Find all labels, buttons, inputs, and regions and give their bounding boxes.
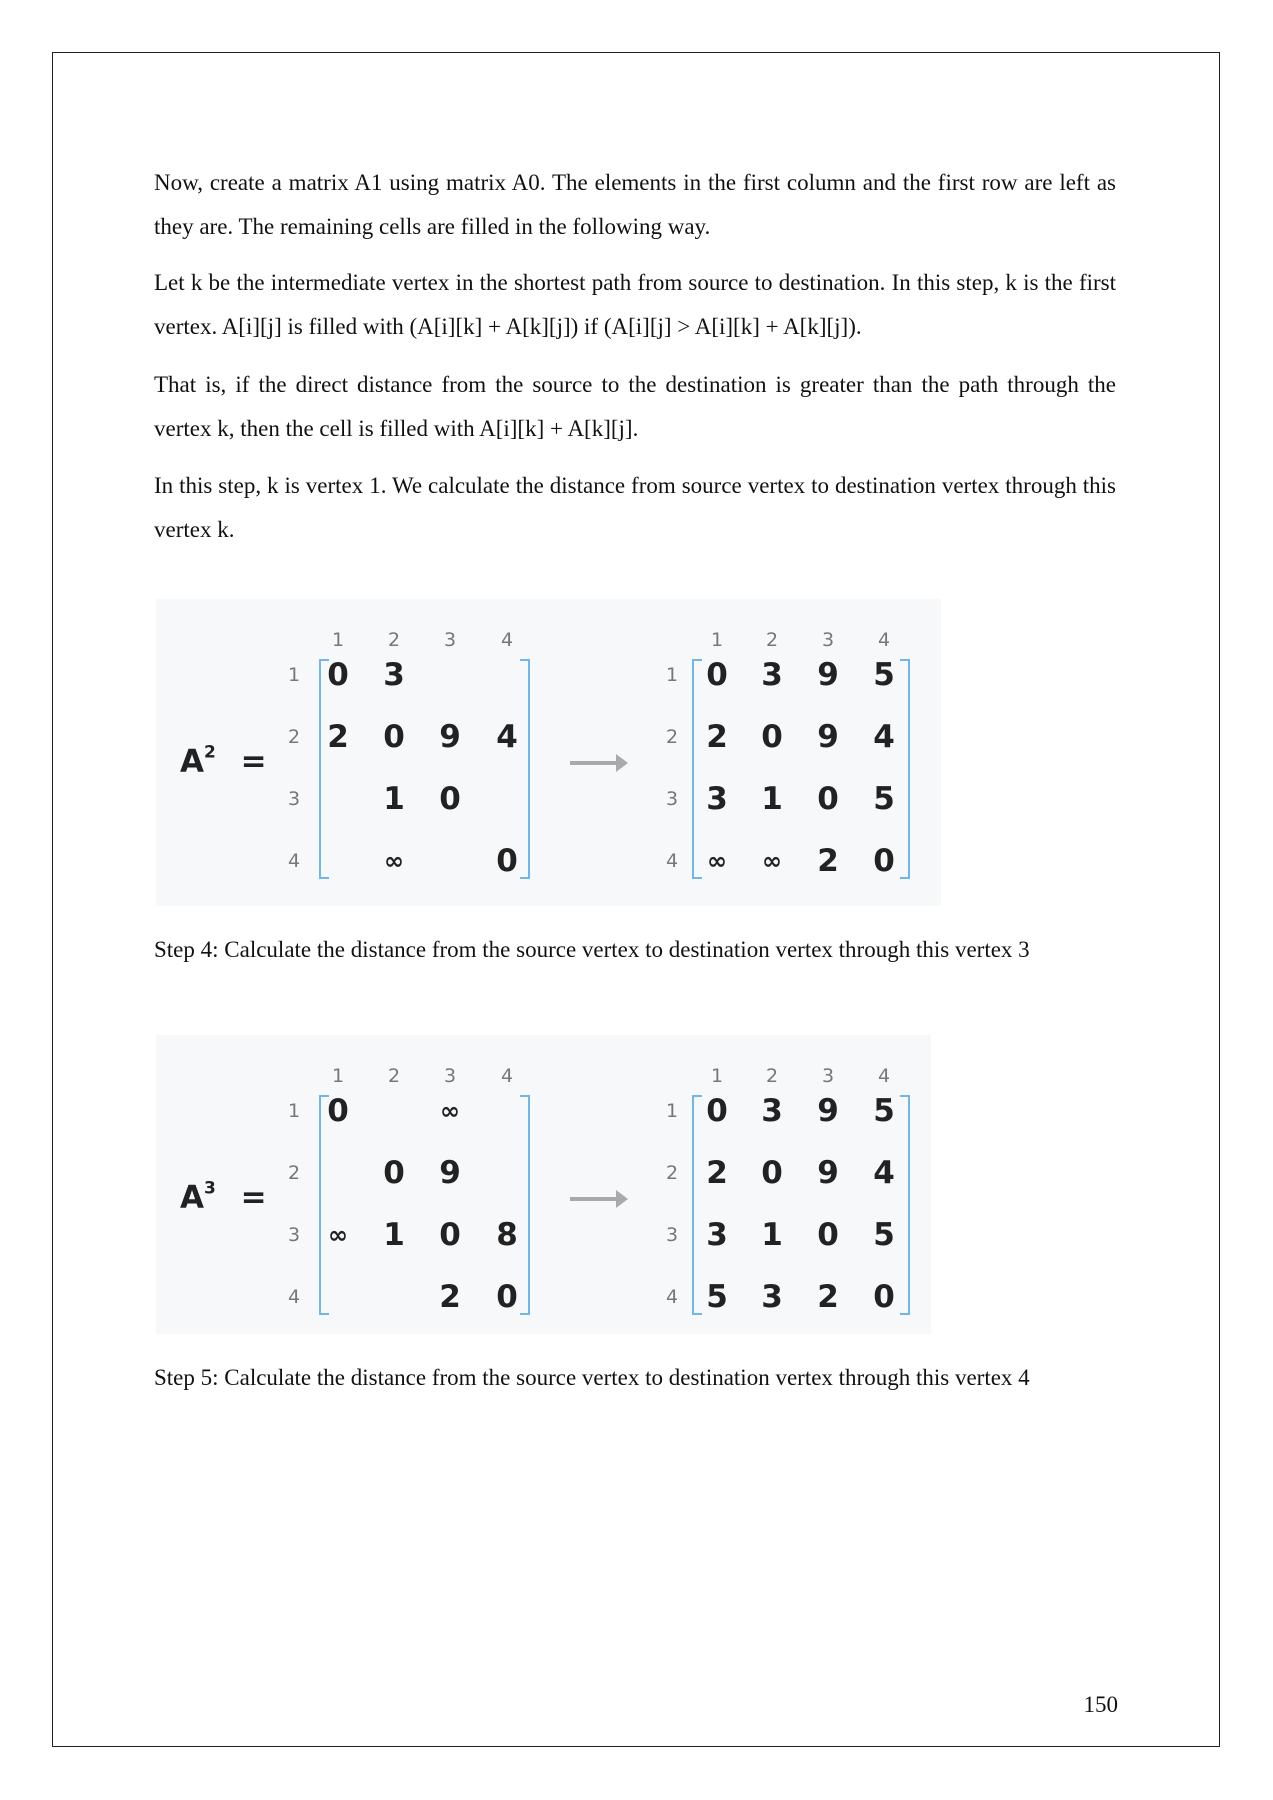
after-matrix-col-header: 2 [765, 629, 779, 651]
after-matrix-cell: 5 [873, 657, 895, 693]
after-matrix-col-header: 3 [821, 1065, 835, 1087]
matrix-power: 3 [204, 1178, 216, 1199]
before-matrix-right-bracket [520, 659, 530, 879]
after-matrix-col-header: 4 [877, 1065, 891, 1087]
before-matrix-col-header: 4 [500, 629, 514, 651]
after-matrix-cell: ∞ [707, 847, 727, 875]
matrix-figure-a2 [156, 599, 941, 906]
after-matrix-cell: 0 [873, 1279, 895, 1315]
after-matrix-cell: 0 [706, 1093, 728, 1129]
before-matrix-col-header: 3 [443, 629, 457, 651]
after-matrix-cell: ∞ [762, 847, 782, 875]
before-matrix-cell: 1 [383, 1217, 405, 1253]
after-matrix-cell: 2 [817, 843, 839, 879]
equals-sign: = [229, 743, 267, 780]
after-matrix-cell: 0 [706, 657, 728, 693]
matrix-name: A [180, 743, 204, 780]
after-matrix-cell: 0 [817, 781, 839, 817]
after-matrix-cell: 3 [761, 1093, 783, 1129]
after-matrix-left-bracket [692, 659, 702, 879]
after-matrix-cell: 3 [706, 1217, 728, 1253]
after-matrix-cell: 9 [817, 1093, 839, 1129]
step-4-text: Step 4: Calculate the distance from the source vertex to destination vertex through this vertex 3 [154, 937, 1030, 962]
before-matrix-cell: 8 [496, 1217, 518, 1253]
before-matrix-row-header: 1 [287, 1100, 301, 1122]
before-matrix-col-header: 1 [331, 629, 345, 651]
after-matrix-cell: 2 [706, 719, 728, 755]
after-matrix-cell: 0 [873, 843, 895, 879]
after-matrix-cell: 5 [873, 781, 895, 817]
before-matrix-col-header: 2 [387, 629, 401, 651]
before-matrix-row-header: 4 [287, 1286, 301, 1308]
step-5-text: Step 5: Calculate the distance from the source vertex to destination vertex through this vertex 4 [154, 1365, 1030, 1390]
page-number: 150 [1083, 1692, 1118, 1717]
after-matrix-right-bracket [900, 1095, 910, 1315]
before-matrix-col-header: 1 [331, 1065, 345, 1087]
before-matrix-row-header: 4 [287, 850, 301, 872]
after-matrix-row-header: 1 [665, 1100, 679, 1122]
arrow-icon [570, 761, 624, 765]
before-matrix-cell: 0 [496, 843, 518, 879]
after-matrix-row-header: 2 [665, 726, 679, 748]
after-matrix-left-bracket [692, 1095, 702, 1315]
before-matrix-cell: 2 [327, 719, 349, 755]
after-matrix-cell: 3 [761, 1279, 783, 1315]
before-matrix-cell: 9 [439, 1155, 461, 1191]
after-matrix-row-header: 4 [665, 850, 679, 872]
after-matrix-cell: 0 [761, 719, 783, 755]
after-matrix-cell: 9 [817, 1155, 839, 1191]
before-matrix-cell: 4 [496, 719, 518, 755]
before-matrix-cell: ∞ [440, 1097, 460, 1125]
before-matrix-cell: ∞ [384, 847, 404, 875]
paragraph-4: In this step, k is vertex 1. We calculate the distance from source vertex to destination vertex through this vertex k. [154, 473, 1116, 542]
after-matrix-col-header: 2 [765, 1065, 779, 1087]
after-matrix-cell: 1 [761, 1217, 783, 1253]
before-matrix-cell: ∞ [328, 1221, 348, 1249]
before-matrix-cell: 0 [496, 1279, 518, 1315]
after-matrix-cell: 0 [817, 1217, 839, 1253]
before-matrix-col-header: 4 [500, 1065, 514, 1087]
after-matrix-col-header: 1 [710, 629, 724, 651]
paragraph-2: Let k be the intermediate vertex in the shortest path from source to destination. In this step, k is the first vertex. A[i][j] is filled with (A[i][k] + A[k][j]) if (A[i][j] > A[i][k] + A[k][j]). [154, 270, 1116, 339]
paragraph-3: That is, if the direct distance from the source to the destination is greater than the path through the vertex k, then the cell is filled with A[i][k] + A[k][j]. [154, 372, 1116, 441]
before-matrix-cell: 9 [439, 719, 461, 755]
paragraph-1: Now, create a matrix A1 using matrix A0. The elements in the first column and the first row are left as they are. The remaining cells are filled in the following way. [154, 170, 1116, 239]
after-matrix-cell: 4 [873, 1155, 895, 1191]
after-matrix-cell: 9 [817, 719, 839, 755]
matrix-label [180, 743, 267, 780]
before-matrix-cell: 3 [383, 657, 405, 693]
before-matrix-col-header: 2 [387, 1065, 401, 1087]
after-matrix-cell: 3 [761, 657, 783, 693]
arrow-icon [570, 1197, 624, 1201]
after-matrix-col-header: 4 [877, 629, 891, 651]
equals-sign: = [229, 1179, 267, 1216]
after-matrix-row-header: 1 [665, 664, 679, 686]
before-matrix-cell: 0 [439, 781, 461, 817]
after-matrix-cell: 4 [873, 719, 895, 755]
before-matrix-cell: 0 [383, 719, 405, 755]
before-matrix-row-header: 3 [287, 1224, 301, 1246]
before-matrix-cell: 0 [327, 1093, 349, 1129]
before-matrix-row-header: 1 [287, 664, 301, 686]
after-matrix-cell: 2 [706, 1155, 728, 1191]
after-matrix-row-header: 4 [665, 1286, 679, 1308]
after-matrix-right-bracket [900, 659, 910, 879]
after-matrix-col-header: 1 [710, 1065, 724, 1087]
after-matrix-row-header: 2 [665, 1162, 679, 1184]
after-matrix-cell: 5 [873, 1217, 895, 1253]
before-matrix-col-header: 3 [443, 1065, 457, 1087]
after-matrix-cell: 5 [873, 1093, 895, 1129]
before-matrix-cell: 0 [327, 657, 349, 693]
after-matrix-row-header: 3 [665, 1224, 679, 1246]
after-matrix-cell: 5 [706, 1279, 728, 1315]
before-matrix-cell: 0 [383, 1155, 405, 1191]
before-matrix-cell: 2 [439, 1279, 461, 1315]
before-matrix-row-header: 3 [287, 788, 301, 810]
after-matrix-col-header: 3 [821, 629, 835, 651]
after-matrix-cell: 9 [817, 657, 839, 693]
after-matrix-cell: 3 [706, 781, 728, 817]
matrix-figure-a3 [156, 1035, 931, 1334]
after-matrix-row-header: 3 [665, 788, 679, 810]
matrix-label [180, 1179, 267, 1216]
matrix-power: 2 [204, 742, 216, 763]
after-matrix-cell: 0 [761, 1155, 783, 1191]
after-matrix-cell: 1 [761, 781, 783, 817]
before-matrix-cell: 1 [383, 781, 405, 817]
after-matrix-cell: 2 [817, 1279, 839, 1315]
before-matrix-row-header: 2 [287, 1162, 301, 1184]
before-matrix-cell: 0 [439, 1217, 461, 1253]
before-matrix-right-bracket [520, 1095, 530, 1315]
matrix-name: A [180, 1179, 204, 1216]
before-matrix-row-header: 2 [287, 726, 301, 748]
